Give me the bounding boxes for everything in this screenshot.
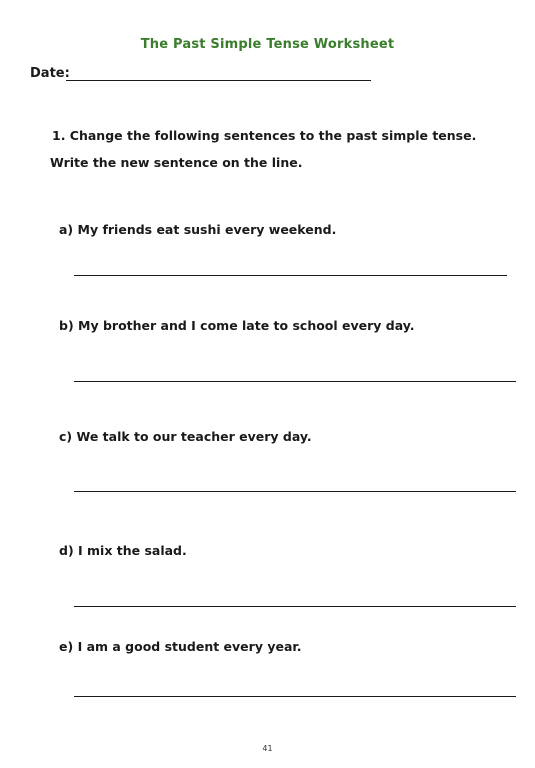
instruction-line-1: 1. Change the following sentences to the past simple tense. (52, 128, 477, 143)
question-text: My brother and I come late to school every day. (78, 318, 415, 333)
question-text: I mix the salad. (78, 543, 187, 558)
question-letter: b) (59, 318, 74, 333)
answer-line-c[interactable] (74, 491, 516, 492)
answer-line-b[interactable] (74, 381, 516, 382)
page-number: 41 (262, 744, 273, 753)
answer-line-a[interactable] (74, 275, 507, 276)
answer-line-d[interactable] (74, 606, 516, 607)
date-answer-line[interactable] (66, 80, 371, 81)
question-letter: c) (59, 429, 73, 444)
question-letter: d) (59, 543, 74, 558)
question-letter: e) (59, 639, 74, 654)
question-d (59, 543, 187, 558)
date-label: Date: (30, 66, 70, 81)
question-a (59, 222, 336, 237)
question-c (59, 429, 312, 444)
question-text: I am a good student every year. (77, 639, 302, 654)
question-text: My friends eat sushi every weekend. (77, 222, 337, 237)
worksheet-title: The Past Simple Tense Worksheet (140, 37, 395, 52)
question-e (59, 639, 302, 654)
answer-line-e[interactable] (74, 696, 516, 697)
question-b (59, 318, 415, 333)
question-text: We talk to our teacher every day. (76, 429, 312, 444)
instruction-line-2: Write the new sentence on the line. (50, 155, 303, 170)
question-letter: a) (59, 222, 74, 237)
